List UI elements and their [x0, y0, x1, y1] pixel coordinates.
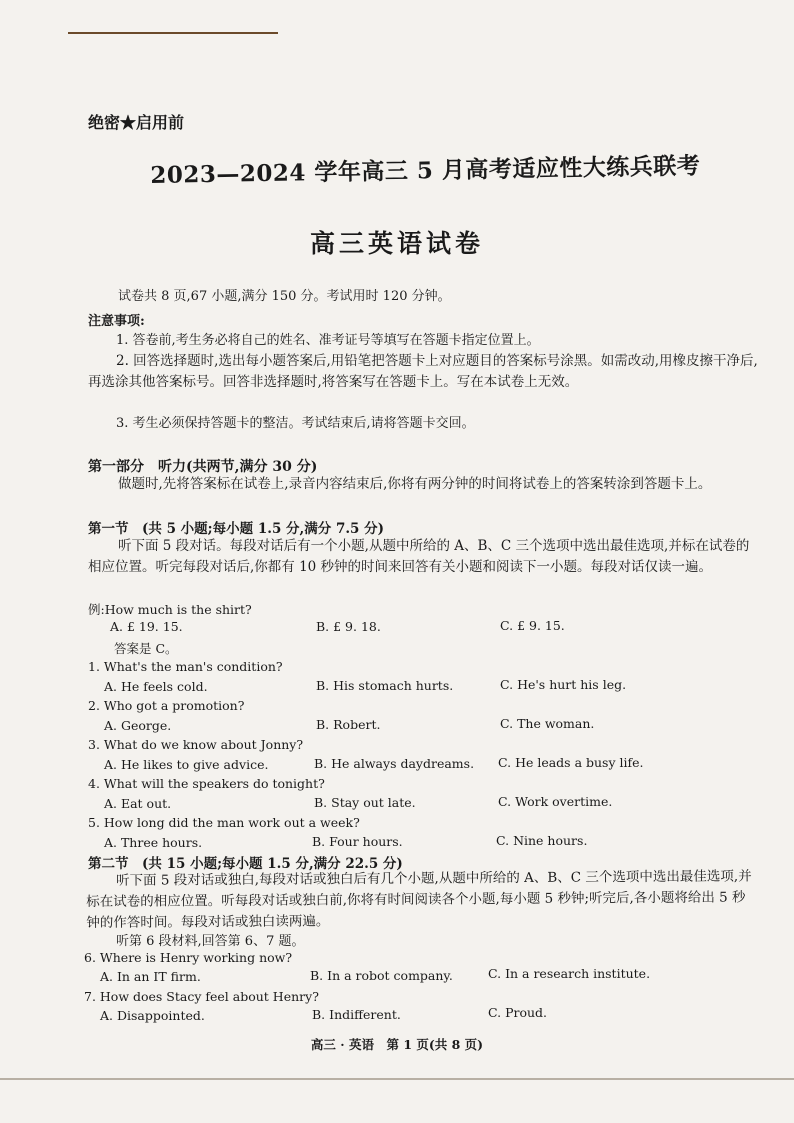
question-1-option-b: B. His stomach hurts. — [316, 678, 454, 693]
part1-instruction: 做题时,先将答案标在试卷上,录音内容结束后,你将有两分钟的时间将试卷上的答案转涂到答题卡上。 — [118, 476, 712, 492]
question-2-option-c: C. The woman. — [500, 716, 595, 731]
example-option-a: A. £ 19. 15. — [110, 619, 183, 634]
question-5-option-a: A. Three hours. — [104, 835, 203, 850]
question-2: 2. Who got a promotion? — [88, 698, 245, 713]
question-6-option-c: C. In a research institute. — [488, 966, 651, 981]
question-7: 7. How does Stacy feel about Henry? — [84, 989, 319, 1004]
question-4: 4. What will the speakers do tonight? — [88, 776, 325, 791]
question-6-option-a: A. In an IT firm. — [100, 969, 201, 984]
material-6-note: 听第 6 段材料,回答第 6、7 题。 — [116, 934, 305, 949]
question-5: 5. How long did the man work out a week? — [88, 815, 360, 830]
bottom-rule — [0, 1078, 794, 1080]
notice-item-2: 2. 回答选择题时,选出每小题答案后,用铅笔把答题卡上对应题目的答案标号涂黑。如需改动,用橡皮擦干净后,再选涂其他答案标号。回答非选择题时,将答案写在答题卡上。写在本试卷上无效。 — [88, 353, 758, 390]
top-rule — [68, 32, 278, 34]
question-7-option-a: A. Disappointed. — [100, 1008, 205, 1023]
page-footer: 高三 · 英语 第 1 页(共 8 页) — [310, 1037, 484, 1052]
example-answer: 答案是 C。 — [114, 641, 178, 656]
question-7-option-c: C. Proud. — [488, 1005, 548, 1020]
question-3-option-c: C. He leads a busy life. — [498, 755, 644, 770]
question-4-option-b: B. Stay out late. — [314, 795, 416, 810]
question-2-option-b: B. Robert. — [316, 717, 381, 732]
question-7-option-b: B. Indifferent. — [312, 1007, 401, 1022]
confidential-label: 绝密★启用前 — [88, 113, 185, 132]
question-1-option-c: C. He's hurt his leg. — [500, 677, 627, 692]
notice-item-1: 1. 答卷前,考生务必将自己的姓名、准考证号等填写在答题卡指定位置上。 — [116, 333, 540, 348]
question-3-option-a: A. He likes to give advice. — [104, 757, 269, 772]
question-5-option-c: C. Nine hours. — [496, 833, 588, 848]
question-3-option-b: B. He always daydreams. — [314, 756, 475, 771]
question-1-option-a: A. He feels cold. — [104, 679, 208, 694]
question-5-option-b: B. Four hours. — [312, 834, 403, 849]
question-4-option-a: A. Eat out. — [104, 796, 172, 811]
question-6: 6. Where is Henry working now? — [84, 950, 293, 965]
question-4-option-c: C. Work overtime. — [498, 794, 613, 809]
notice-heading: 注意事项: — [88, 314, 145, 329]
question-1: 1. What's the man's condition? — [88, 659, 283, 674]
example-option-b: B. £ 9. 18. — [316, 619, 381, 634]
section1-heading: 第一节 (共 5 小题;每小题 1.5 分,满分 7.5 分) — [88, 521, 385, 537]
notice-item-3: 3. 考生必须保持答题卡的整洁。考试结束后,请将答题卡交回。 — [116, 416, 475, 431]
question-2-option-a: A. George. — [104, 718, 172, 733]
question-6-option-b: B. In a robot company. — [310, 968, 453, 983]
section1-instruction: 听下面 5 段对话。每段对话后有一个小题,从题中所给的 A、B、C 三个选项中选出最佳选项,并标在试卷的相应位置。听完每段对话后,你都有 10 秒钟的时间来回答有关小题和阅读下一小题。每段对话仅读一遍。 — [88, 538, 750, 575]
example-question: 例:How much is the shirt? — [88, 602, 252, 617]
question-3: 3. What do we know about Jonny? — [88, 737, 304, 752]
section2-heading: 第二节 (共 15 小题;每小题 1.5 分,满分 22.5 分) — [88, 856, 403, 872]
exam-intro: 试卷共 8 页,67 小题,满分 150 分。考试用时 120 分钟。 — [118, 289, 451, 304]
subject-title: 高三英语试卷 — [309, 229, 484, 258]
part1-heading: 第一部分 听力(共两节,满分 30 分) — [88, 459, 318, 475]
section2-instruction: 听下面 5 段对话或独白,每段对话或独白后有几个小题,从题中所给的 A、B、C 三个选项中选出最佳选项,并标在试卷的相应位置。听每段对话或独白前,你将有时间阅读各个小题,每小题 5 秒钟;听完后,各小题将给出 5 秒钟的作答时间。每段对话或独白读两遍。 — [86, 868, 752, 931]
example-option-c: C. £ 9. 15. — [500, 618, 565, 633]
exam-title: 2023—2024 学年高三 5 月高考适应性大练兵联考 — [150, 152, 701, 189]
